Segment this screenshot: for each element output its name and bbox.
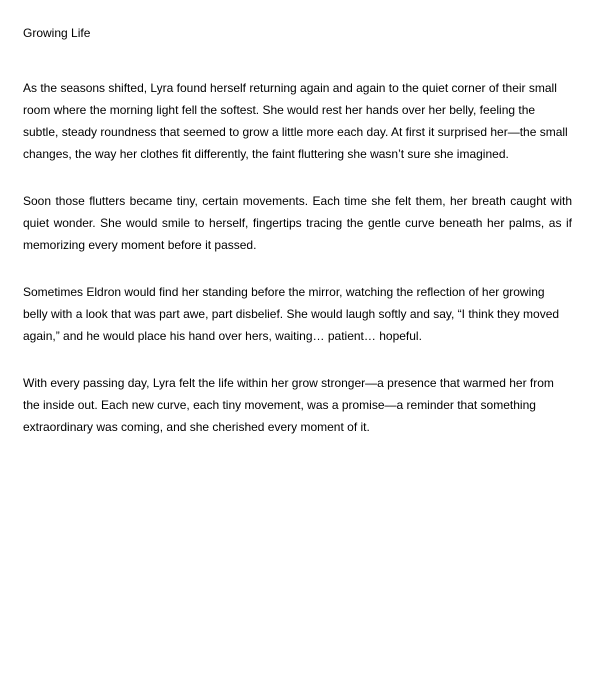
document-title: Growing Life xyxy=(23,26,91,40)
story-paragraph-3: Sometimes Eldron would find her standing before the mirror, watching the reflection of her growing belly with a look that was part awe, part disbelief. She would laugh softly and say, “I think they moved again,” and he would place his hand over hers, waiting… patient… hopeful. xyxy=(23,285,560,343)
story-paragraph-1: As the seasons shifted, Lyra found herself returning again and again to the quiet corner of their small room where the morning light fell the softest. She would rest her hands over her belly, feeling the subtle, steady roundness that seemed to grow a little more each day. At first it surprised her—the small changes, the way her clothes fit differently, the faint fluttering she wasn’t sure she imagined. xyxy=(23,81,568,161)
story-paragraph-4: With every passing day, Lyra felt the life within her grow stronger—a presence that warmed her from the inside out. Each new curve, each tiny movement, was a promise—a reminder that something extraordinary was coming, and she cherished every moment of it. xyxy=(23,376,554,434)
story-paragraph-2: Soon those flutters became tiny, certain movements. Each time she felt them, her breath caught with quiet wonder. She would smile to herself, fingertips tracing the gentle curve beneath her palms, as if memorizing every moment before it passed. xyxy=(23,194,572,252)
